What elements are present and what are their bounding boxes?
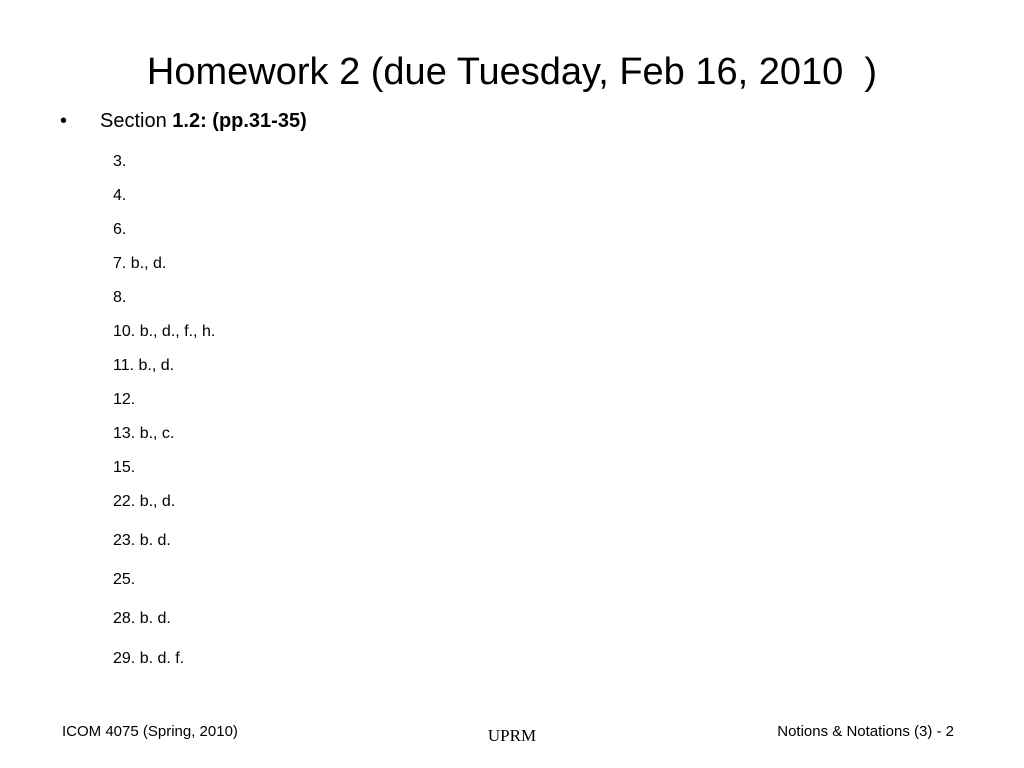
exercise-item: 15. <box>113 459 136 476</box>
section-bullet <box>60 108 307 134</box>
exercise-item: 7. b., d. <box>113 255 167 272</box>
section-reference: 1.2: (pp.31-35) <box>172 110 307 132</box>
exercise-item: 29. b. d. f. <box>113 650 185 667</box>
bullet-icon: • <box>60 110 68 132</box>
exercise-item: 4. <box>113 187 127 204</box>
slide-title: Homework 2 (due Tuesday, Feb 16, 2010 ) <box>146 51 878 93</box>
exercise-item: 28. b. d. <box>113 610 171 627</box>
exercise-item: 10. b., d., f., h. <box>113 323 216 340</box>
exercise-item: 25. <box>113 571 136 588</box>
exercise-item: 6. <box>113 221 127 238</box>
exercise-item: 23. b. d. <box>113 532 171 549</box>
footer-course: ICOM 4075 (Spring, 2010) <box>62 723 238 740</box>
exercise-item: 3. <box>113 153 127 170</box>
exercise-item: 22. b., d. <box>113 493 176 510</box>
exercise-item: 11. b., d. <box>113 357 175 374</box>
footer-slide-number: Notions & Notations (3) - 2 <box>777 723 954 740</box>
section-label: Section <box>100 110 173 132</box>
exercise-item: 12. <box>113 391 136 408</box>
exercise-item: 8. <box>113 289 127 306</box>
footer-institution: UPRM <box>487 726 537 745</box>
exercise-item: 13. b., c. <box>113 425 175 442</box>
